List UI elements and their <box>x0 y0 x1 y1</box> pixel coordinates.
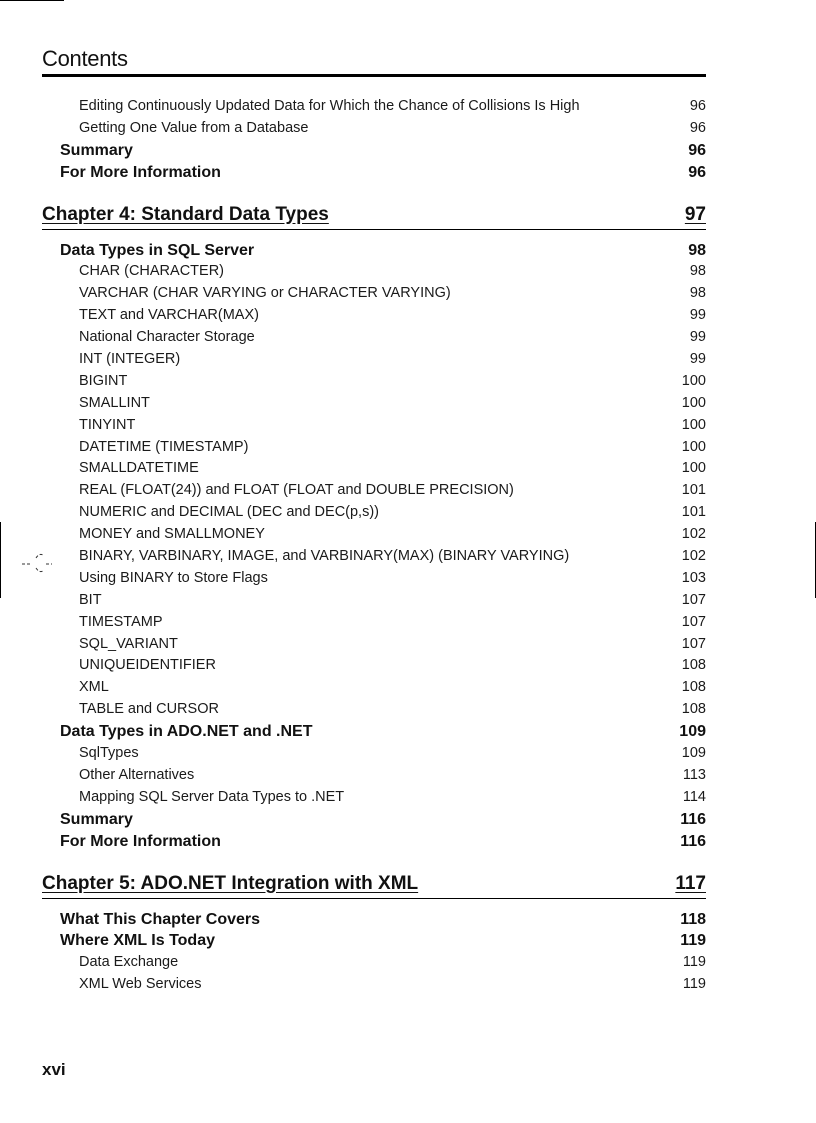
toc-entry-title: Chapter 5: ADO.NET Integration with XML <box>42 872 419 894</box>
toc-subsection-entry[interactable] <box>42 787 706 809</box>
toc-entry-title: Where XML Is Today <box>60 932 215 950</box>
toc-entry-title: Other Alternatives <box>79 766 195 783</box>
header-rule <box>42 74 706 77</box>
toc-subsection-entry[interactable] <box>42 612 706 634</box>
toc-entry-page: 97 <box>684 203 706 225</box>
toc-entry-title: Using BINARY to Store Flags <box>79 569 268 586</box>
page-title: Contents <box>42 46 128 71</box>
toc-subsection-entry[interactable] <box>42 974 706 996</box>
toc-entry-title: BIGINT <box>79 372 128 389</box>
toc-entry-title: CHAR (CHARACTER) <box>79 263 224 280</box>
toc-entry-title: SMALLINT <box>79 394 150 411</box>
toc-entry-page: 113 <box>682 766 706 783</box>
toc-subsection-entry[interactable] <box>42 634 706 656</box>
toc-entry-page: 108 <box>681 679 706 696</box>
toc-subsection-entry[interactable] <box>42 952 706 974</box>
toc-entry-page: 96 <box>688 141 706 159</box>
toc-entry-page: 107 <box>681 635 706 652</box>
toc-subsection-entry[interactable] <box>42 415 706 437</box>
toc-entry-page: 108 <box>681 701 706 718</box>
toc-entry-page: 100 <box>681 438 706 455</box>
toc-entry-page: 119 <box>682 954 706 971</box>
table-of-contents <box>42 96 706 996</box>
toc-subsection-entry[interactable] <box>42 480 706 502</box>
toc-subsection-entry[interactable] <box>42 546 706 568</box>
toc-entry-title: Data Types in ADO.NET and .NET <box>60 723 313 741</box>
toc-entry-title: What This Chapter Covers <box>60 910 261 928</box>
toc-section-entry[interactable] <box>42 162 706 184</box>
toc-entry-page: 103 <box>681 569 706 586</box>
toc-entry-title: REAL (FLOAT(24)) and FLOAT (FLOAT and DOUBLE PRECISION) <box>79 482 514 499</box>
toc-entry-title: NUMERIC and DECIMAL (DEC and DEC(p,s)) <box>79 504 379 521</box>
toc-entry-title: BINARY, VARBINARY, IMAGE, and VARBINARY(MAX) (BINARY VARYING) <box>79 548 570 565</box>
toc-subsection-entry[interactable] <box>42 305 706 327</box>
toc-entry-title: National Character Storage <box>79 329 255 346</box>
left-binding-line <box>0 522 1 598</box>
toc-entry-page: 117 <box>675 872 706 894</box>
toc-entry-title: Data Types in SQL Server <box>60 241 255 259</box>
toc-entry-page: 100 <box>681 460 706 477</box>
toc-subsection-entry[interactable] <box>42 502 706 524</box>
toc-entry-page: 100 <box>681 416 706 433</box>
toc-subsection-entry[interactable] <box>42 590 706 612</box>
toc-entry-page: 102 <box>681 548 706 565</box>
toc-entry-title: For More Information <box>60 163 221 181</box>
toc-entry-title: BIT <box>79 591 102 608</box>
toc-subsection-entry[interactable] <box>42 677 706 699</box>
toc-section-entry[interactable] <box>42 240 706 262</box>
toc-entry-title: Summary <box>60 810 133 828</box>
toc-entry-title: UNIQUEIDENTIFIER <box>79 657 216 674</box>
toc-entry-page: 101 <box>681 504 706 521</box>
toc-subsection-entry[interactable] <box>42 699 706 721</box>
toc-chapter-heading[interactable] <box>42 870 706 899</box>
toc-entry-page: 119 <box>682 976 706 993</box>
toc-entry-title: TINYINT <box>79 416 136 433</box>
toc-entry-title: Summary <box>60 141 133 159</box>
toc-entry-page: 118 <box>680 910 706 928</box>
toc-entry-page: 116 <box>680 810 706 828</box>
toc-entry-page: 101 <box>681 482 706 499</box>
toc-subsection-entry[interactable] <box>42 655 706 677</box>
toc-entry-title: Data Exchange <box>79 954 179 971</box>
toc-subsection-entry[interactable] <box>42 96 706 118</box>
toc-section-entry[interactable] <box>42 930 706 952</box>
toc-entry-title: For More Information <box>60 832 221 850</box>
toc-entry-page: 109 <box>681 745 706 762</box>
toc-subsection-entry[interactable] <box>42 393 706 415</box>
toc-entry-page: 108 <box>681 657 706 674</box>
toc-subsection-entry[interactable] <box>42 283 706 305</box>
toc-section-entry[interactable] <box>42 809 706 831</box>
toc-entry-title: TIMESTAMP <box>79 613 163 630</box>
toc-entry-page: 96 <box>689 98 706 114</box>
toc-entry-page: 98 <box>689 263 706 280</box>
toc-subsection-entry[interactable] <box>42 118 706 140</box>
toc-entry-title: MONEY and SMALLMONEY <box>79 526 265 543</box>
toc-entry-page: 99 <box>689 351 706 368</box>
toc-subsection-entry[interactable] <box>42 327 706 349</box>
toc-entry-title: Mapping SQL Server Data Types to .NET <box>79 788 345 805</box>
toc-subsection-entry[interactable] <box>42 765 706 787</box>
toc-entry-title: INT (INTEGER) <box>79 351 181 368</box>
toc-entry-title: DATETIME (TIMESTAMP) <box>79 438 249 455</box>
toc-entry-page: 100 <box>681 394 706 411</box>
toc-section-entry[interactable] <box>42 831 706 853</box>
toc-entry-page: 96 <box>688 163 706 181</box>
toc-entry-page: 116 <box>680 832 706 850</box>
toc-entry-title: VARCHAR (CHAR VARYING or CHARACTER VARYING) <box>79 285 451 302</box>
toc-subsection-entry[interactable] <box>42 458 706 480</box>
toc-subsection-entry[interactable] <box>42 349 706 371</box>
toc-section-entry[interactable] <box>42 721 706 743</box>
toc-entry-page: 96 <box>689 119 706 136</box>
toc-entry-page: 98 <box>689 285 706 302</box>
toc-chapter-heading[interactable] <box>42 201 706 230</box>
toc-subsection-entry[interactable] <box>42 371 706 393</box>
toc-entry-page: 114 <box>682 788 706 805</box>
toc-section-entry[interactable] <box>42 909 706 931</box>
toc-entry-title: XML <box>79 679 109 696</box>
toc-entry-page: 100 <box>681 372 706 389</box>
toc-entry-title: Getting One Value from a Database <box>79 119 309 136</box>
toc-entry-page: 99 <box>689 307 706 324</box>
toc-entry-title: Editing Continuously Updated Data for Which the Chance of Collisions Is High <box>79 98 580 114</box>
toc-entry-title: SqlTypes <box>79 745 139 762</box>
toc-subsection-entry[interactable] <box>42 437 706 459</box>
top-crop-mark <box>0 0 64 1</box>
toc-subsection-entry[interactable] <box>42 743 706 765</box>
toc-entry-title: XML Web Services <box>79 976 202 993</box>
toc-entry-page: 109 <box>679 723 706 741</box>
toc-subsection-entry[interactable] <box>42 261 706 283</box>
toc-subsection-entry[interactable] <box>42 524 706 546</box>
toc-entry-title: SQL_VARIANT <box>79 635 178 652</box>
toc-entry-page: 119 <box>680 932 706 950</box>
page-number: xvi <box>42 1060 66 1079</box>
toc-entry-page: 98 <box>688 241 706 259</box>
toc-section-entry[interactable] <box>42 140 706 162</box>
toc-entry-title: SMALLDATETIME <box>79 460 199 477</box>
toc-entry-title: TABLE and CURSOR <box>79 701 219 718</box>
toc-entry-page: 107 <box>681 613 706 630</box>
toc-entry-title: TEXT and VARCHAR(MAX) <box>79 307 259 324</box>
toc-entry-page: 99 <box>689 329 706 346</box>
toc-entry-page: 102 <box>681 526 706 543</box>
toc-entry-title: Chapter 4: Standard Data Types <box>42 203 329 225</box>
toc-subsection-entry[interactable] <box>42 568 706 590</box>
toc-entry-page: 107 <box>681 591 706 608</box>
